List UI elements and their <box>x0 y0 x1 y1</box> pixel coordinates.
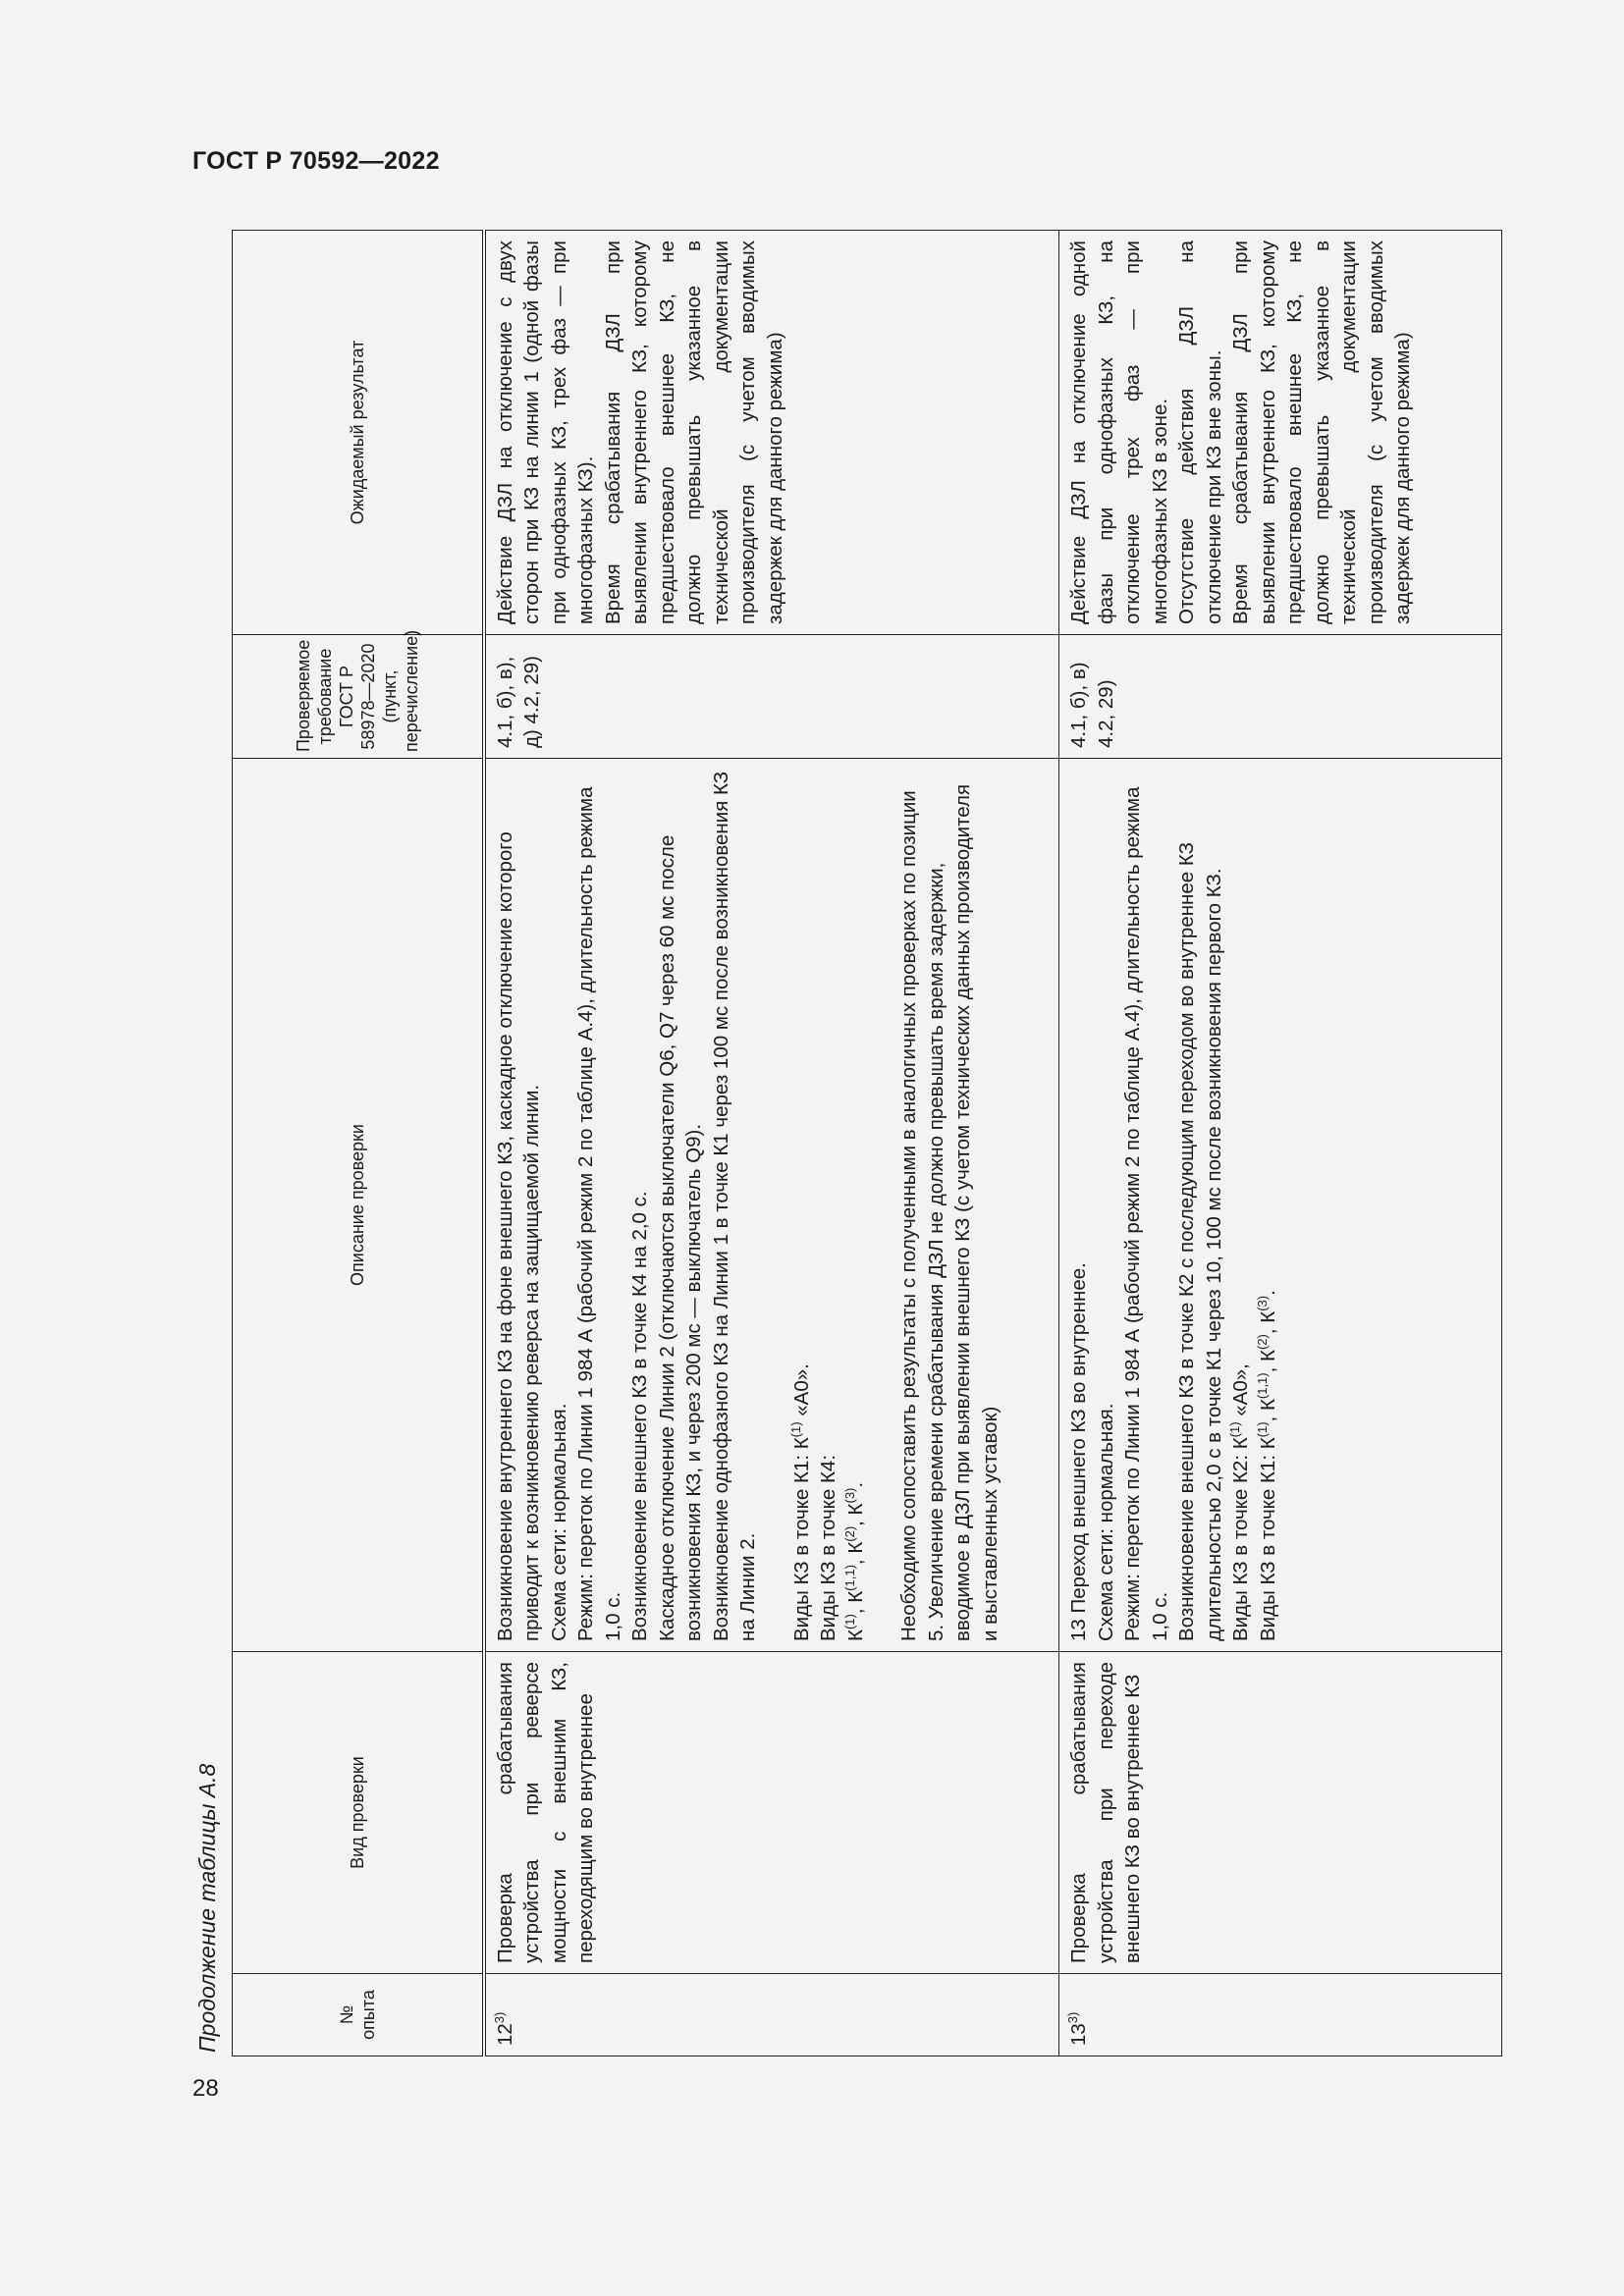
table-row <box>484 231 1059 2056</box>
row-number: 12$^{3)}$ <box>484 1974 1059 2056</box>
row-requirement: 4.1, б), в) 4.2, 29) <box>1059 635 1502 759</box>
header-requirement: Проверяемое требование ГОСТ Р 58978—2020 (пункт, перечисление) <box>233 635 484 759</box>
rotated-table-block <box>190 231 1467 2056</box>
document-header: ГОСТ Р 70592—2022 <box>192 147 440 175</box>
header-kind: Вид проверки <box>233 1652 484 1974</box>
test-table <box>232 230 1502 2056</box>
header-result: Ожидаемый результат <box>233 231 484 635</box>
page-number: 28 <box>192 2075 219 2102</box>
header-description: Описание проверки <box>233 759 484 1652</box>
row-description: 13 Переход внешнего КЗ во внутреннее. Схема сети: нормальная. Режим: переток по Линии 1 984 А (рабочий режим 2 по таблице А.4), длительность режима 1,0 с. Возникновение внешнего КЗ в точке К2 с последующим переходом во внутреннее КЗ длительностью 2,0 с в точке К1 через 10, 100 мс после возникновения первого КЗ. Виды КЗ в точке К2: $К^{(1)}$ «А0», Виды КЗ в точке К1: $К^{(1)}$, К$^{(1,1)}$, $К^{(2)}$, $К^{(3)}$. <box>1059 759 1502 1652</box>
row-number: 13$^{3)}$ <box>1059 1974 1502 2056</box>
row-result: Действие ДЗЛ на отключение одной фазы при однофазных КЗ, на отключение трех фаз — при многофазных КЗ в зоне. Отсутствие действия ДЗЛ на отключение при КЗ вне зоны. Время срабатывания ДЗЛ при выявлении внутреннего КЗ, которому предшествовало внешнее КЗ, не должно превышать указанное в технической документации производителя (с учетом вводимых задержек для данного режима) <box>1059 231 1502 635</box>
fault-types-k1: Виды КЗ в точке К1: $К^{(1)}$, К$^{(1,1)}$, $К^{(2)}$, $К^{(3)}$. <box>1254 1290 1279 1641</box>
description-note: Необходимо сопоставить результаты с полученными в аналогичных проверках по позиции 5. Увеличение времени срабатывания ДЗЛ не должно превышать время задержки, вводимое в ДЗЛ при выявлении внешнего КЗ (с учетом технических данных производителя и выставленных уставок) <box>897 783 1001 1641</box>
table-caption: Продолжение таблицы А.8 <box>194 1763 220 2053</box>
fault-types-k1: Виды КЗ в точке К1: $К^{(1)}$ «А0». <box>787 1363 813 1641</box>
fault-types-k2: Виды КЗ в точке К2: $К^{(1)}$ «А0», <box>1227 1363 1252 1641</box>
table-row <box>1059 231 1502 2056</box>
row-result: Действие ДЗЛ на отключение с двух сторон при КЗ на линии 1 (одной фазы при однофазных КЗ, трех фаз — при многофазных КЗ). Время срабатывания ДЗЛ при выявлении внутреннего КЗ, которому предшествовало внешнее КЗ, не должно превышать указанное в технической документации производителя (с учетом вводимых задержек для данного режима) <box>484 231 1059 635</box>
row-kind: Проверка срабатывания устройства при переходе внешнего КЗ во внутреннее КЗ <box>1059 1652 1502 1974</box>
row-kind: Проверка срабатывания устройства при реверсе мощности с внешним КЗ, переходящим во внутреннее <box>484 1652 1059 1974</box>
fault-types-k4: $К^{(1)}$, К$^{(1,1)}$, $К^{(2)}$, $К^{(3)}$. <box>841 1481 867 1641</box>
row-requirement: 4.1, б), в), д) 4.2, 29) <box>484 635 1059 759</box>
row-description: Возникновение внутреннего КЗ на фоне внешнего КЗ, каскадное отключение которого приводит к возникновению реверса на защищаемой линии. Схема сети: нормальная. Режим: переток по Линии 1 984 А (рабочий режим 2 по таблице А.4), длительность режима 1,0 с. Возникновение внешнего КЗ в точке К4 на 2,0 с. Каскадное отключение Линии 2 (отключаются выключатели Q6, Q7 через 60 мс после возникновения КЗ, и через 200 мс — выключатель Q9). Возникновение однофазного КЗ на Линии 1 в точке К1 через 100 мс после возникновения КЗ на Линии 2. Виды КЗ в точке К1: $К^{(1)}$ «А0». Виды КЗ в точке К4: $К^{(1)}$, К$^{(1,1)}$, $К^{(2)}$, $К^{(3)}$. Необходимо сопоставить результаты с полученными в аналогичных проверках по позиции 5. Увеличение времени срабатывания ДЗЛ не должно превышать время задержки, вводимое в ДЗЛ при выявлении внешнего КЗ (с учетом технических данных производителя и выставленных уставок) <box>484 759 1059 1652</box>
header-no: № опыта <box>233 1974 484 2056</box>
table-header-row <box>233 231 484 2056</box>
